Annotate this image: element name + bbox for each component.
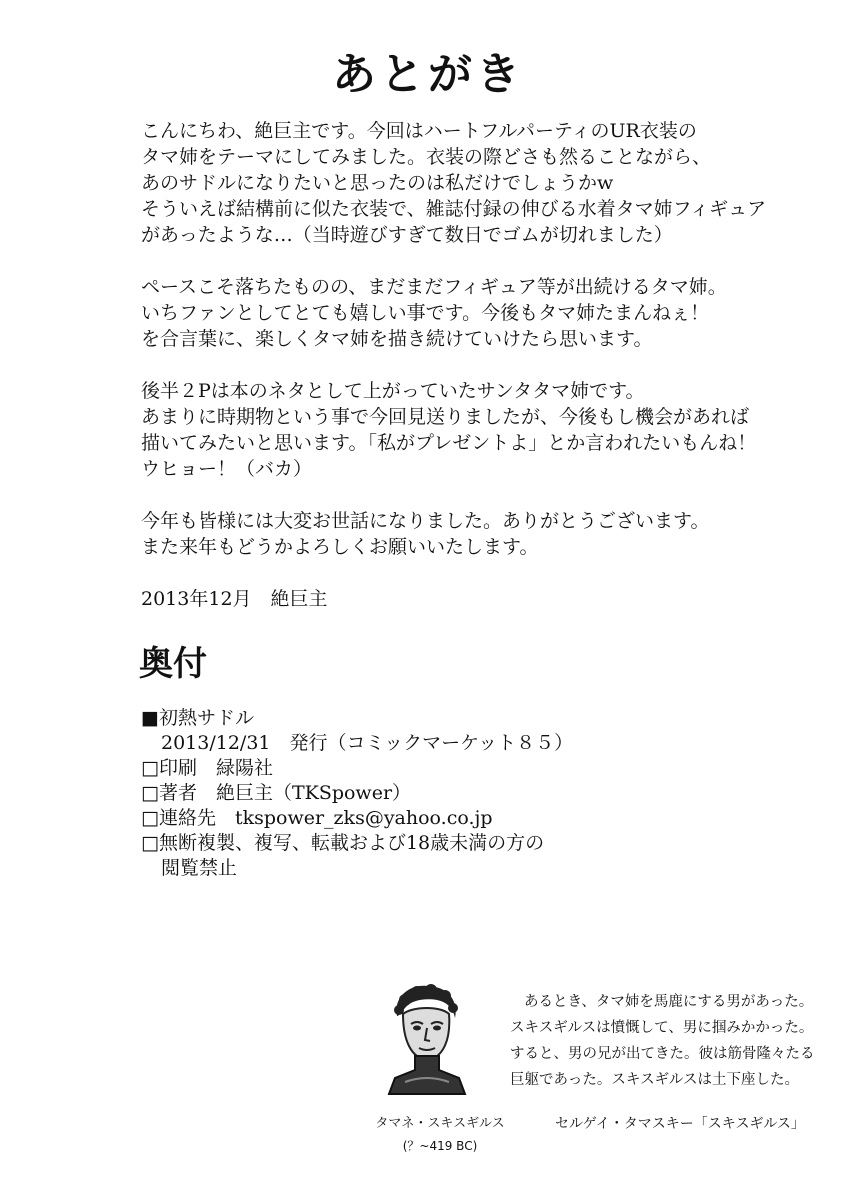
text-line: そういえば結構前に似た衣装で、雑誌付録の伸びる水着タマ姉フィギュア bbox=[141, 198, 767, 220]
joke-story bbox=[510, 989, 830, 1093]
story-line: あるとき、タマ姉を馬鹿にする男があった。 bbox=[524, 994, 814, 1010]
colophon-title: 奥付 bbox=[139, 644, 207, 684]
story-source: セルゲイ・タマスキー「スキスギルス」 bbox=[555, 1116, 805, 1132]
text-line: ペースこそ落ちたものの、まだまだフィギュア等が出続けるタマ姉。 bbox=[141, 276, 727, 298]
text-line: ウヒョー！（バカ） bbox=[141, 458, 313, 480]
text-line: いちファンとしてとても嬉しい事です。今後もタマ姉たまんねぇ！ bbox=[141, 302, 710, 324]
text-line: タマ姉をテーマにしてみました。衣装の際どさも然ることながら、 bbox=[141, 146, 712, 168]
text-line: を合言葉に、楽しくタマ姉を描き続けていけたら思います。 bbox=[141, 328, 653, 350]
text-line: こんにちわ、絶巨主です。今回はハートフルパーティのUR衣装の bbox=[141, 120, 697, 142]
bust-dates: (？~419 BC) bbox=[402, 1139, 478, 1153]
text-line: あまりに時期物という事で今回見送りましたが、今後もし機会があれば bbox=[141, 406, 750, 428]
paragraph-3 bbox=[141, 378, 841, 482]
bust-name: タマネ・スキスギルス bbox=[375, 1116, 505, 1131]
contact: □連絡先 tkspower_zks@yahoo.co.jp bbox=[141, 807, 493, 829]
text-line: 後半２Pは本のネタとして上がっていたサンタタマ姉です。 bbox=[141, 380, 645, 402]
text-line: また来年もどうかよろしくお願いいたします。 bbox=[141, 536, 539, 558]
author: □著者 絶巨主（TKSpower） bbox=[141, 782, 412, 804]
paragraph-2 bbox=[141, 274, 841, 352]
book-title: ■初熱サドル bbox=[141, 707, 254, 729]
text-line: あのサドルになりたいと思ったのは私だけでしょうかw bbox=[141, 172, 614, 194]
afterword-body bbox=[141, 118, 841, 638]
story-line: すると、男の兄が出てきた。彼は筋骨隆々たる bbox=[510, 1046, 815, 1062]
text-line: 描いてみたいと思います。「私がプレゼントよ」とか言われたいもんね！ bbox=[141, 432, 757, 454]
text-line: 今年も皆様には大変お世話になりました。ありがとうございます。 bbox=[141, 510, 710, 532]
copy-notice: □無断複製、複写、転載および18歳未満の方の bbox=[141, 832, 545, 854]
story-line: 巨躯であった。スキスギルスは土下座した。 bbox=[510, 1072, 799, 1088]
paragraph-1 bbox=[141, 118, 841, 248]
colophon-body bbox=[141, 706, 741, 881]
paragraph-4 bbox=[141, 508, 841, 560]
story-line: スキスギルスは憤慨して、男に掴みかかった。 bbox=[510, 1020, 814, 1036]
printer: □印刷 緑陽社 bbox=[141, 757, 273, 779]
signature bbox=[141, 586, 841, 612]
marble-bust-icon bbox=[375, 978, 475, 1098]
text-line: があったような…（当時遊びすぎて数日でゴムが切れました） bbox=[141, 224, 673, 246]
issue-date: 2013/12/31 発行（コミックマーケット８５） bbox=[161, 732, 574, 754]
afterword-title: あとがき bbox=[332, 49, 524, 100]
copy-notice-cont: 閲覧禁止 bbox=[161, 857, 238, 879]
signature-line: 2013年12月 絶巨主 bbox=[141, 588, 328, 610]
